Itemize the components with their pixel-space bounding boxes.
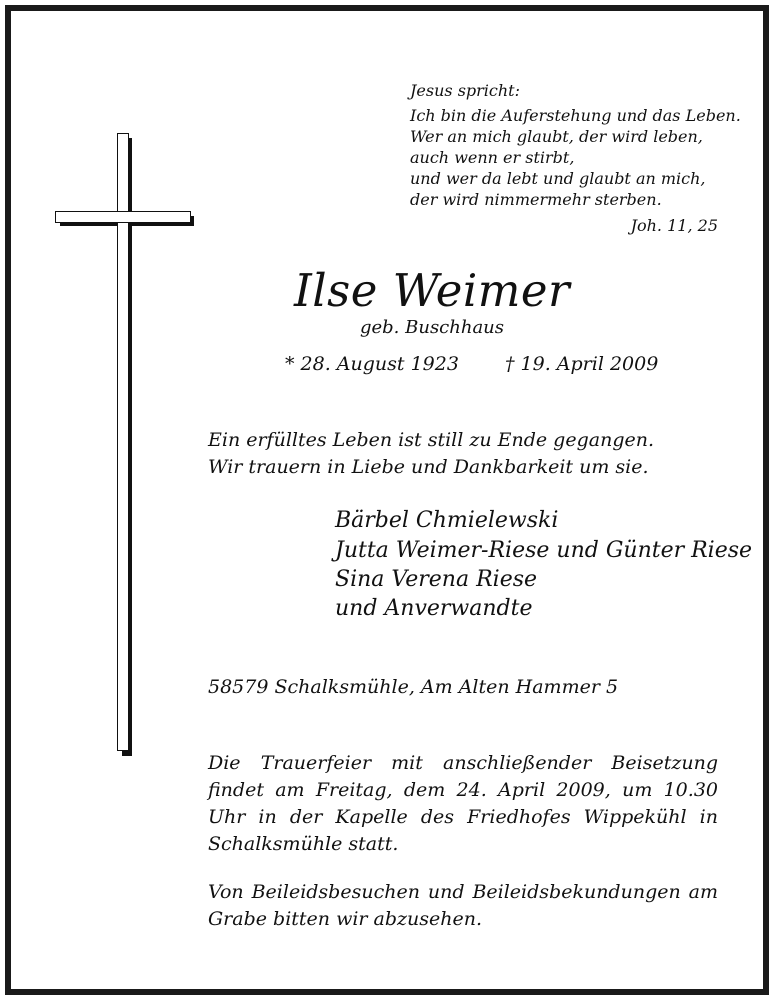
message-line: Wir trauern in Liebe und Dankbarkeit um sie. — [208, 456, 649, 478]
mourner-name: und Anverwandte — [335, 596, 533, 621]
verse-line: und wer da lebt und glaubt an mich, — [410, 169, 706, 188]
verse-reference: Joh. 11, 25 — [630, 216, 718, 235]
message-line: Ein erfülltes Leben ist still zu Ende gegangen. — [208, 429, 654, 451]
mourner-name: Jutta Weimer-Riese und Günter Riese — [335, 538, 753, 563]
deceased-name: Ilse Weimer — [293, 264, 571, 317]
verse-line: auch wenn er stirbt, — [410, 148, 575, 167]
condolence-notice: Von Beileidsbesuchen und Beileidsbekundungen am Grabe bitten wir abzusehen. — [208, 881, 718, 930]
death-date: † 19. April 2009 — [505, 353, 659, 375]
mourner-name: Sina Verena Riese — [335, 567, 538, 592]
funeral-notice: Die Trauerfeier mit anschließender Beisetzung findet am Freitag, dem 24. April 2009, um 10.30 Uhr in der Kapelle des Friedhofes Wippekühl in Schalksmühle statt. — [208, 752, 718, 855]
address: 58579 Schalksmühle, Am Alten Hammer 5 — [208, 676, 619, 698]
verse-line: Wer an mich glaubt, der wird leben, — [410, 127, 703, 146]
verse-line: Ich bin die Auferstehung und das Leben. — [410, 106, 741, 125]
maiden-name: geb. Buschhaus — [359, 317, 505, 338]
birth-date: * 28. August 1923 — [285, 353, 459, 375]
mourner-name: Bärbel Chmielewski — [335, 508, 559, 533]
verse-line: der wird nimmermehr sterben. — [410, 190, 662, 209]
verse-intro: Jesus spricht: — [410, 81, 520, 100]
